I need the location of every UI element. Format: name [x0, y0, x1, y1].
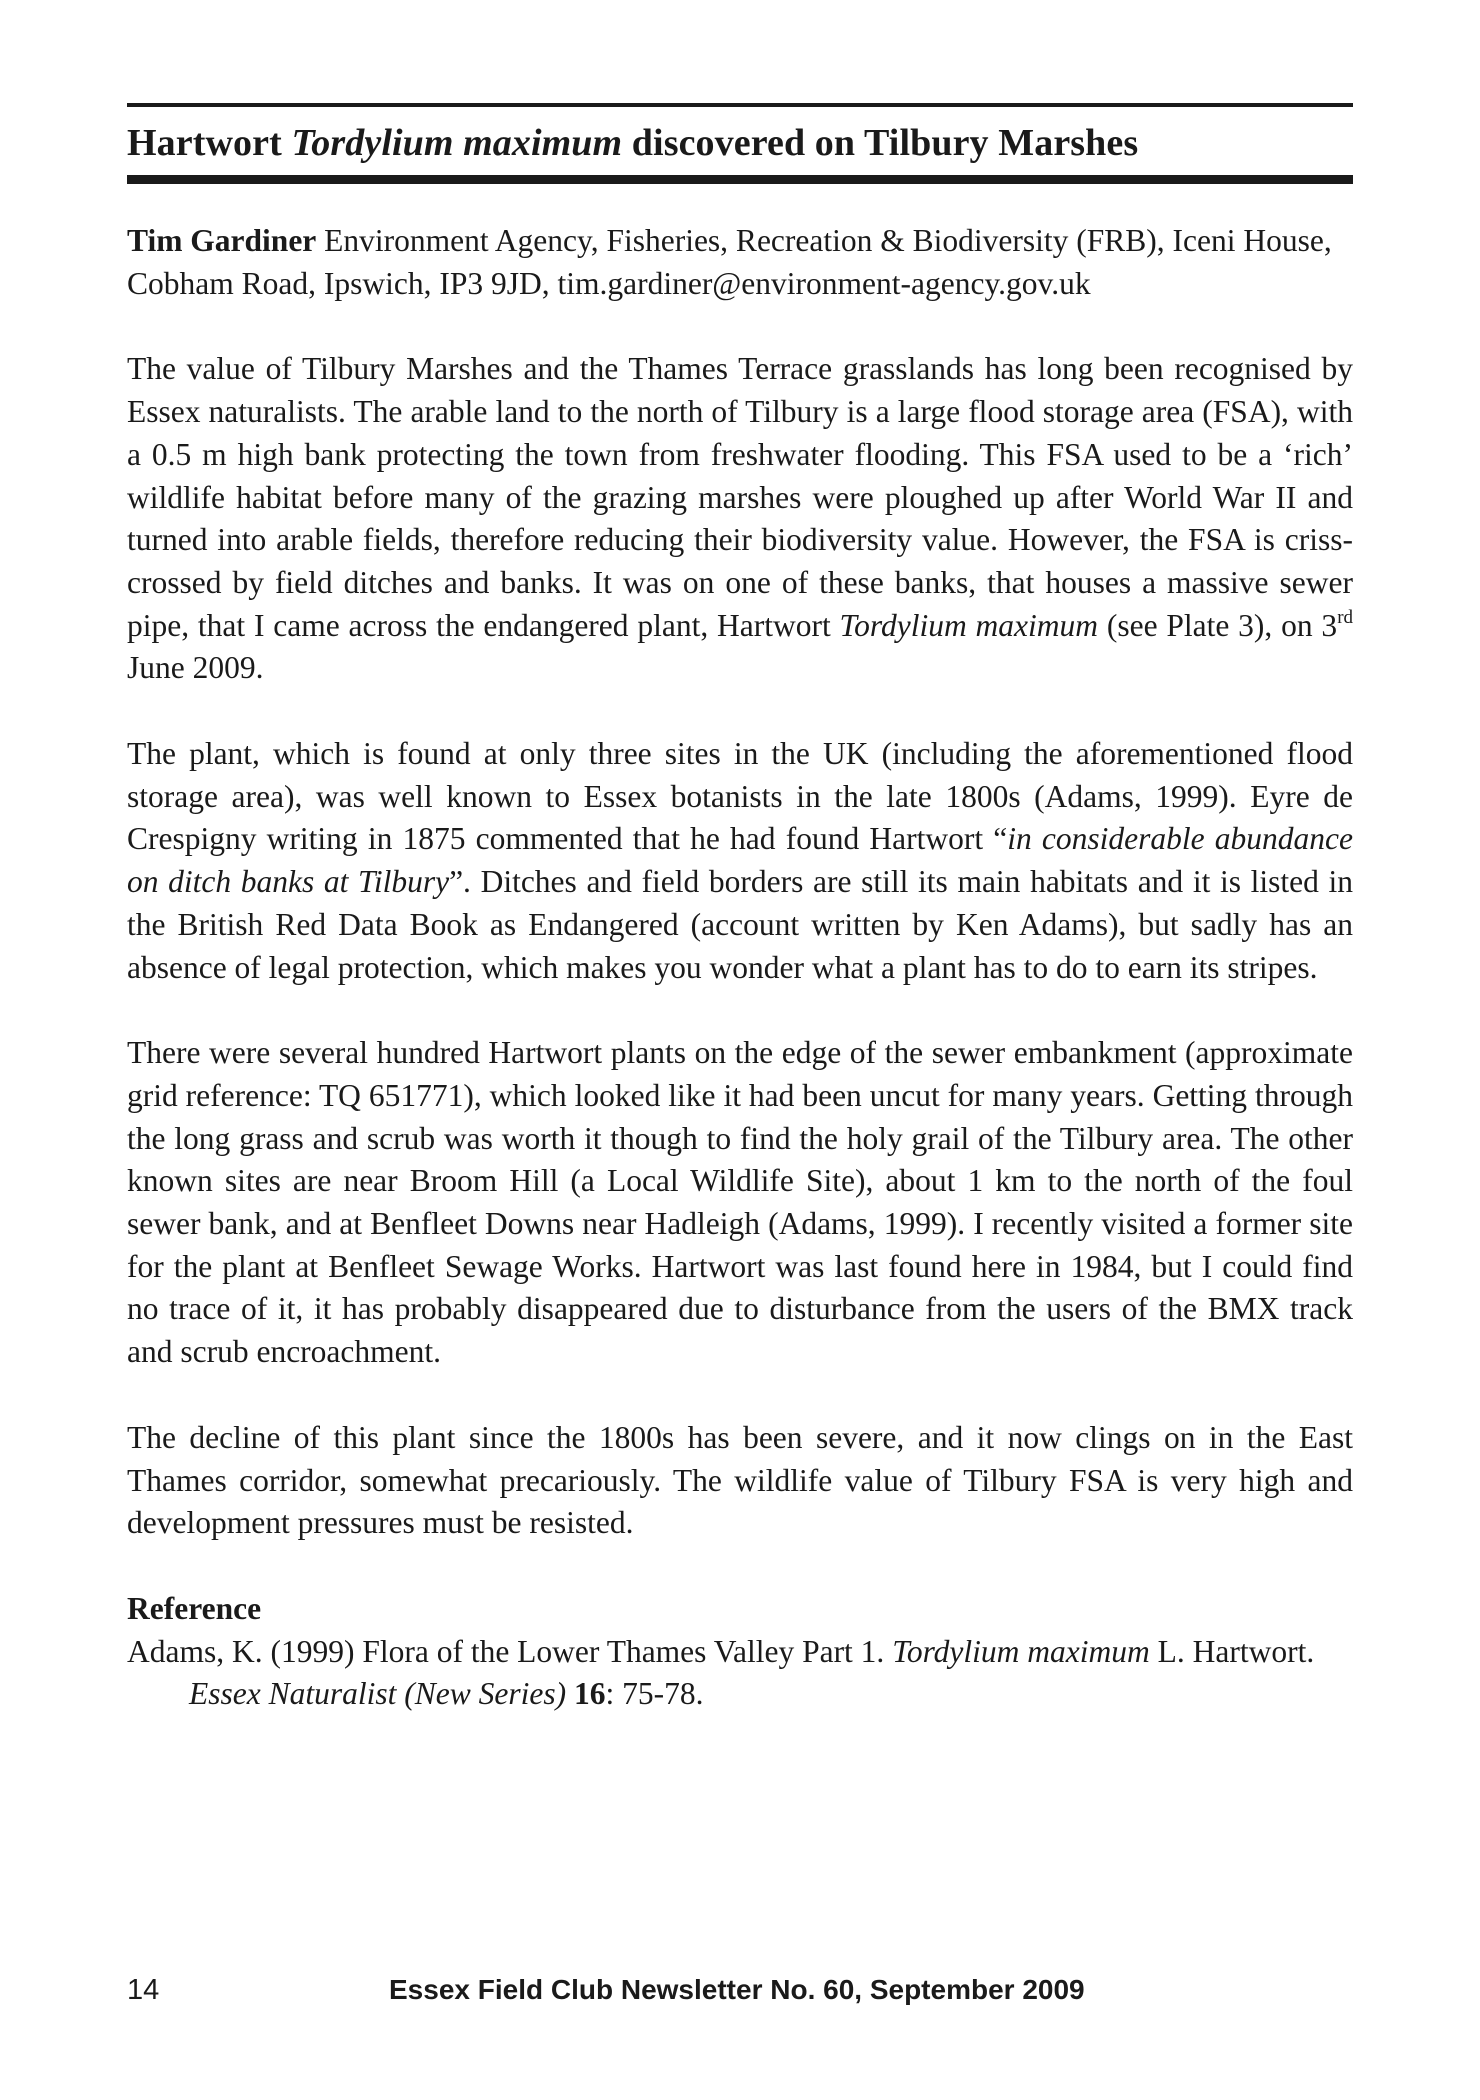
quotation: in considerable abundance on ditch banks at Tilbury [127, 821, 1353, 900]
title-top-rule [127, 103, 1353, 107]
reference-heading: Reference [127, 1590, 262, 1626]
paragraph-3: There were several hundred Hartwort plants on the edge of the sewer embankment (approximate grid reference: TQ 651771), which looked like it had been uncut for many years. Getting through the long grass and scrub was worth it though to find the holy grail of the Tilbury area. The other known sites are near Broom Hill (a Local Wildlife Site), about 1 km to the north of the foul sewer bank, and at Benfleet Downs near Hadleigh (Adams, 1999). I recently visited a former site for the plant at Benfleet Sewage Works. Hartwort was last found here in 1984, but I could find no trace of it, it has probably disappeared due to disturbance from the users of the BMX track and scrub encroachment. [127, 1035, 1353, 1370]
reference-entry: Adams, K. (1999) Flora of the Lower Thames Valley Part 1. Tordylium maximum L. Hartwort. Essex Naturalist (New Series) 16: 75-78. [127, 1633, 1315, 1712]
article-title [127, 119, 1353, 167]
publication-title: Essex Field Club Newsletter No. 60, September 2009 [389, 1974, 1085, 2005]
paragraph-1: The value of Tilbury Marshes and the Thames Terrace grasslands has long been recognised by Essex naturalists. The arable land to the north of Tilbury is a large flood storage area (FSA), with a 0.5 m high bank protecting the town from freshwater flooding. This FSA used to be a ‘rich’ wildlife habitat before many of the grazing marshes were ploughed up after World War II and turned into arable fields, therefore reducing their biodiversity value. However, the FSA is criss-crossed by field ditches and banks. It was on one of these banks, that houses a massive sewer pipe, that I came across the endangered plant, Hartwort Tordylium maximum (see Plate 3), on 3rd June 2009. [127, 351, 1354, 686]
journal-volume: 16 [573, 1676, 606, 1712]
author-name: Tim Gardiner [127, 223, 317, 258]
author-line [127, 220, 1353, 305]
paragraph-2: The plant, which is found at only three sites in the UK (including the aforementioned flood storage area), was well known to Essex botanists in the late 1800s (Adams, 1999). Eyre de Crespigny writing in 1875 commented that he had found Hartwort “in considerable abundance on ditch banks at Tilbury”. Ditches and field borders are still its main habitats and it is listed in the British Red Data Book as Endangered (account written by Ken Adams), but sadly has an absence of legal protection, which makes you wonder what a plant has to do to earn its stripes. [127, 736, 1354, 985]
paragraph-4: The decline of this plant since the 1800s has been severe, and it now clings on in the East Thames corridor, somewhat precariously. The wildlife value of Tilbury FSA is very high and development pressures must be resisted. [127, 1419, 1353, 1541]
title-text: Hartwort [127, 122, 292, 164]
article [127, 103, 1353, 1716]
species-name: Tordylium maximum [839, 607, 1099, 643]
author-affiliation: Environment Agency, Fisheries, Recreation & Biodiversity (FRB), Iceni House, Cobham Road, Ipswich, IP3 9JD, tim.gardiner@environment-agency.gov.uk [127, 223, 1332, 301]
title-text-end: discovered on Tilbury Marshes [622, 122, 1139, 164]
page-number: 14 [127, 1974, 160, 2006]
page-footer [127, 1974, 1353, 2014]
journal-name: Essex Naturalist (New Series) [189, 1676, 567, 1712]
title-bottom-rule [127, 175, 1353, 184]
title-species-name: Tordylium maximum [291, 122, 623, 164]
